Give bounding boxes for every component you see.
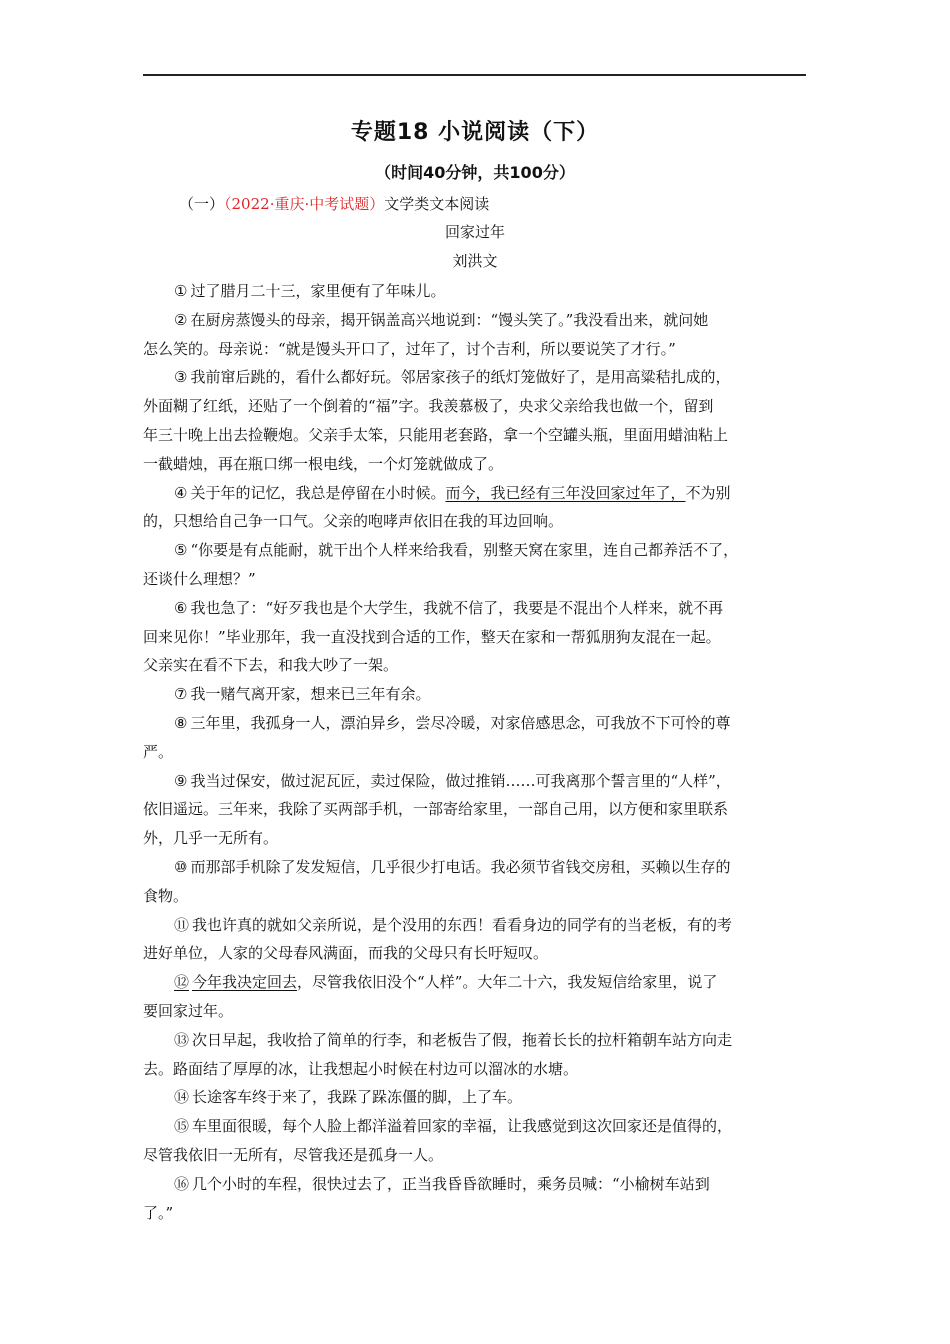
essay-title: 回家过年 bbox=[444, 223, 505, 241]
paragraph-number: ⑦ bbox=[174, 685, 188, 704]
paragraph bbox=[143, 968, 806, 1026]
essay-author: 刘洪文 bbox=[452, 252, 498, 270]
paragraph bbox=[143, 853, 806, 911]
paragraph bbox=[143, 709, 806, 767]
paragraph-first-line bbox=[143, 306, 806, 335]
paragraph bbox=[143, 1026, 806, 1084]
paragraph-first-line bbox=[143, 853, 806, 882]
paragraph-first-line bbox=[143, 1112, 806, 1141]
section-heading bbox=[179, 193, 489, 214]
paragraph-line: 依旧遥远。三年来，我除了买两部手机，一部寄给家里，一部自己用，以方便和家里联系 bbox=[143, 800, 729, 819]
paragraph-number: ⑨ bbox=[174, 771, 188, 790]
paragraph-number: ③ bbox=[174, 368, 188, 387]
paragraph-number: ② bbox=[174, 310, 188, 329]
paragraph-first-line bbox=[143, 767, 806, 796]
section-source: （2022·重庆·中考试题） bbox=[224, 195, 385, 213]
paragraph-first-line bbox=[143, 594, 806, 623]
essay-body bbox=[143, 277, 806, 1227]
paragraph-line: 一截蜡烛，再在瓶口绑一根电线，一个灯笼就做成了。 bbox=[143, 454, 504, 473]
paragraph-line: 的，只想给自己争一口气。父亲的咆哮声依旧在我的耳边回响。 bbox=[143, 512, 564, 531]
paragraph-line: 怎么笑的。母亲说：“就是馒头开口了，过年了，讨个吉利，所以要说笑了才行。” bbox=[143, 339, 676, 358]
paragraph bbox=[143, 363, 806, 478]
paragraph-number: ⑧ bbox=[174, 713, 188, 732]
paragraph-line: 还谈什么理想？” bbox=[143, 569, 256, 588]
paragraph-line: “你要是有点能耐，就干出个人样来给我看，别整天窝在家里，连自己都养活不了， bbox=[190, 541, 739, 560]
paragraph-line: 我当过保安，做过泥瓦匠，卖过保险，做过推销……可我离那个誓言里的“人样”， bbox=[190, 771, 731, 790]
paragraph-line: 我也许真的就如父亲所说，是个没用的东西！看看身边的同学有的当老板，有的考 bbox=[192, 915, 733, 934]
paragraph-first-line bbox=[143, 1170, 806, 1199]
paragraph-number: ⑬ bbox=[174, 1030, 190, 1049]
paragraph-line: 回来见你！”毕业那年，我一直没找到合适的工作，整天在家和一帮狐朋狗友混在一起。 bbox=[143, 627, 721, 646]
paragraph-first-line bbox=[143, 709, 806, 738]
paragraph-line: 年三十晚上出去捡鞭炮。父亲手太笨，只能用老套路，拿一个空罐头瓶，里面用蜡油粘上 bbox=[143, 425, 729, 444]
paragraph bbox=[143, 1170, 806, 1228]
paragraph-line: 要回家过年。 bbox=[143, 1001, 234, 1020]
paragraph-line: 外，几乎一无所有。 bbox=[143, 829, 279, 848]
paragraph-line: 父亲实在看不下去，和我大吵了一架。 bbox=[143, 656, 399, 675]
paragraph-first-line bbox=[143, 277, 806, 306]
paragraph-line: 外面糊了红纸，还贴了一个倒着的“福”字。我羡慕极了，央求父亲给我也做一个，留到 bbox=[143, 397, 714, 416]
paragraph-number: ⑭ bbox=[174, 1088, 190, 1107]
paragraph-first-line bbox=[143, 479, 806, 508]
paragraph-line: 过了腊月二十三，家里便有了年味儿。 bbox=[190, 282, 446, 300]
paragraph-number: ⑤ bbox=[174, 541, 188, 560]
paragraph-number: ⑥ bbox=[174, 598, 188, 617]
paragraph-number: ⑪ bbox=[174, 915, 190, 934]
paragraph-line: 次日早起，我收拾了简单的行李，和老板告了假，拖着长长的拉杆箱朝车站方向走 bbox=[192, 1030, 733, 1049]
paragraph-line: 进好单位，人家的父母春风满面，而我的父母只有长吁短叹。 bbox=[143, 944, 549, 963]
paragraph-line: 长途客车终于来了，我跺了跺冻僵的脚，上了车。 bbox=[192, 1088, 523, 1107]
paragraph bbox=[143, 1083, 806, 1112]
paragraph-first-line bbox=[143, 680, 806, 709]
paragraph-first-line bbox=[143, 536, 806, 565]
paragraph bbox=[143, 594, 806, 680]
underlined-text: ⑫ 今年我决定回去 bbox=[174, 973, 298, 992]
paragraph-line: 我前窜后跳的，看什么都好玩。邻居家孩子的纸灯笼做好了，是用高粱秸扎成的， bbox=[190, 368, 731, 387]
paragraph bbox=[143, 306, 806, 364]
paragraph-number: ⑩ bbox=[174, 857, 188, 876]
paragraph-number: ④ bbox=[174, 483, 188, 502]
section-label: 文学类文本阅读 bbox=[384, 195, 490, 213]
paragraph-line: 去。路面结了厚厚的冰，让我想起小时候在村边可以溜冰的水塘。 bbox=[143, 1059, 579, 1078]
paragraph bbox=[143, 1112, 806, 1170]
paragraph-first-line bbox=[143, 968, 806, 997]
paragraph-first-line bbox=[143, 363, 806, 392]
paragraph-text: 关于年的记忆，我总是停留在小时候。 bbox=[190, 483, 446, 502]
paragraph bbox=[143, 767, 806, 853]
paragraph bbox=[143, 911, 806, 969]
paragraph-line: 车里面很暖，每个人脸上都洋溢着回家的幸福，让我感觉到这次回家还是值得的， bbox=[192, 1117, 733, 1136]
page-subtitle: （时间40分钟，共100分） bbox=[375, 163, 575, 182]
header-rule bbox=[143, 74, 806, 76]
underlined-text: 而今，我已经有三年没回家过年了， bbox=[445, 483, 686, 502]
paragraph-line: 三年里，我孤身一人，漂泊异乡，尝尽冷暖，对家倍感思念，可我放不下可怜的尊 bbox=[190, 713, 731, 732]
paragraph-line: 严。 bbox=[143, 742, 174, 761]
paragraph-line: 我也急了：“好歹我也是个大学生，我就不信了，我要是不混出个人样来，就不再 bbox=[190, 598, 724, 617]
paragraph-line: 尽管我依旧一无所有，尽管我还是孤身一人。 bbox=[143, 1145, 444, 1164]
page-title: 专题18 小说阅读（下） bbox=[350, 120, 600, 145]
paragraph bbox=[143, 536, 806, 594]
paragraph-line: 了。” bbox=[143, 1203, 174, 1222]
paragraph-number: ⑮ bbox=[174, 1117, 190, 1136]
paragraph-text: 不为别 bbox=[685, 483, 731, 502]
paragraph-text: ，尽管我依旧没个“人样”。大年二十六，我发短信给家里，说了 bbox=[297, 973, 718, 992]
section-prefix: （一） bbox=[179, 195, 225, 213]
paragraph-number: ① bbox=[174, 282, 188, 300]
paragraph bbox=[143, 479, 806, 537]
paragraph-line: 我一赌气离开家，想来已三年有余。 bbox=[190, 685, 431, 704]
paragraph-number: ⑫ bbox=[174, 973, 190, 992]
paragraph-number: ⑯ bbox=[174, 1174, 190, 1193]
paragraph-line: 几个小时的车程，很快过去了，正当我昏昏欲睡时，乘务员喊：“小榆树车站到 bbox=[192, 1174, 710, 1193]
paragraph bbox=[143, 277, 806, 306]
paragraph-first-line bbox=[143, 911, 806, 940]
paragraph-line: 而那部手机除了发发短信，几乎很少打电话。我必须节省钱交房租，买赖以生存的 bbox=[190, 857, 731, 876]
paragraph-line: 食物。 bbox=[143, 886, 189, 905]
paragraph-first-line bbox=[143, 1026, 806, 1055]
paragraph bbox=[143, 680, 806, 709]
paragraph-first-line bbox=[143, 1083, 806, 1112]
paragraph-line: 在厨房蒸馒头的母亲，揭开锅盖高兴地说到：“馒头笑了。”我没看出来，就问她 bbox=[190, 310, 709, 329]
